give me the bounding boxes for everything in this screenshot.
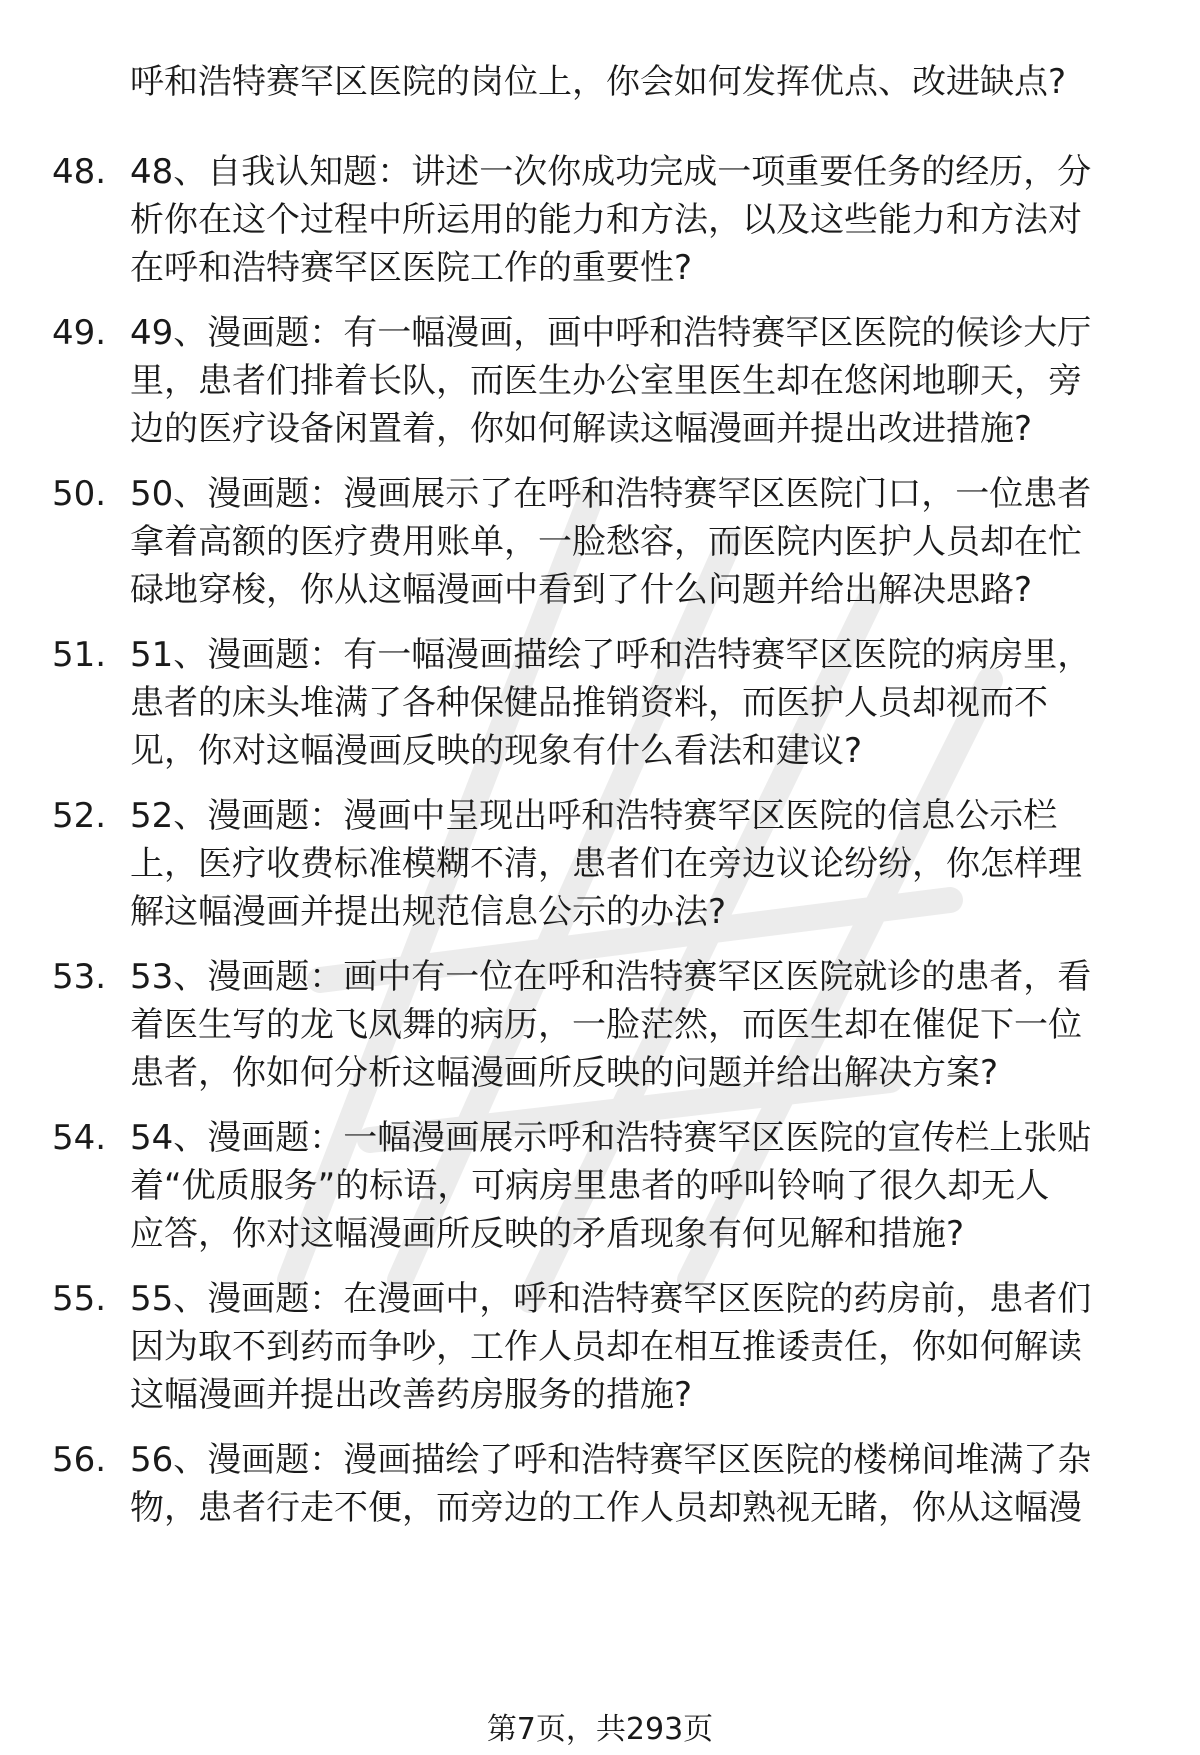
question-text (130, 792, 1140, 936)
question-text-line: 里，患者们排着长队，而医生办公室里医生却在悠闲地聊天，旁 (130, 361, 1082, 401)
question-number: 49. (52, 313, 107, 353)
question-text (130, 1436, 1140, 1532)
question-text-line: 51、漫画题：有一幅漫画描绘了呼和浩特赛罕区医院的病房里， (130, 635, 1092, 675)
question-number: 50. (52, 474, 107, 514)
question-text-line: 边的医疗设备闲置着，你如何解读这幅漫画并提出改进措施? (130, 409, 1033, 449)
question-text-line: 解这幅漫画并提出规范信息公示的办法? (130, 892, 727, 932)
question-text-line: 因为取不到药而争吵，工作人员却在相互推诿责任，你如何解读 (130, 1327, 1082, 1367)
question-text (130, 470, 1140, 614)
question-item (0, 792, 1200, 953)
question-item (0, 1114, 1200, 1275)
question-number: 52. (52, 796, 107, 836)
question-text-line: 物，患者行走不便，而旁边的工作人员却熟视无睹，你从这幅漫 (130, 1488, 1082, 1528)
question-text-line: 上，医疗收费标准模糊不清，患者们在旁边议论纷纷，你怎样理 (130, 844, 1082, 884)
question-item (0, 631, 1200, 792)
question-text (130, 1114, 1140, 1258)
question-text-line: 48、自我认知题：讲述一次你成功完成一项重要任务的经历，分 (130, 152, 1092, 192)
question-number: 51. (52, 635, 107, 675)
question-text (130, 953, 1140, 1097)
question-number: 56. (52, 1440, 107, 1480)
question-text-line: 在呼和浩特赛罕区医院工作的重要性? (130, 248, 693, 288)
question-item (0, 953, 1200, 1114)
question-text (130, 631, 1140, 775)
question-text-line: 碌地穿梭，你从这幅漫画中看到了什么问题并给出解决思路? (130, 570, 1033, 610)
question-number: 48. (52, 152, 107, 192)
question-text-line: 49、漫画题：有一幅漫画，画中呼和浩特赛罕区医院的候诊大厅 (130, 313, 1092, 353)
question-text-line: 患者，你如何分析这幅漫画所反映的问题并给出解决方案? (130, 1053, 999, 1093)
question-text-line: 54、漫画题：一幅漫画展示呼和浩特赛罕区医院的宣传栏上张贴 (130, 1118, 1092, 1158)
question-item (0, 1275, 1200, 1436)
question-text-line: 应答，你对这幅漫画所反映的矛盾现象有何见解和措施? (130, 1214, 965, 1254)
question-item (0, 148, 1200, 309)
question-text-line: 50、漫画题：漫画展示了在呼和浩特赛罕区医院门口，一位患者 (130, 474, 1092, 514)
question-text-line: 拿着高额的医疗费用账单，一脸愁容，而医院内医护人员却在忙 (130, 522, 1082, 562)
question-text-line: 这幅漫画并提出改善药房服务的措施? (130, 1375, 693, 1415)
question-text (130, 309, 1140, 453)
question-text-line: 析你在这个过程中所运用的能力和方法，以及这些能力和方法对 (130, 200, 1082, 240)
carry-over-line: 呼和浩特赛罕区医院的岗位上，你会如何发挥优点、改进缺点? (130, 62, 1067, 102)
question-number: 54. (52, 1118, 107, 1158)
question-number: 53. (52, 957, 107, 997)
question-item (0, 1436, 1200, 1597)
question-item (0, 309, 1200, 470)
question-text-line: 着医生写的龙飞凤舞的病历，一脸茫然，而医生却在催促下一位 (130, 1005, 1082, 1045)
question-item (0, 470, 1200, 631)
question-text (130, 1275, 1140, 1419)
question-text-line: 52、漫画题：漫画中呈现出呼和浩特赛罕区医院的信息公示栏 (130, 796, 1058, 836)
question-text-line: 55、漫画题：在漫画中，呼和浩特赛罕区医院的药房前，患者们 (130, 1279, 1092, 1319)
question-text-line: 着“优质服务”的标语，可病房里患者的呼叫铃响了很久却无人 (130, 1166, 1050, 1206)
question-text-line: 53、漫画题：画中有一位在呼和浩特赛罕区医院就诊的患者，看 (130, 957, 1092, 997)
question-list (0, 148, 1200, 1597)
question-text-line: 56、漫画题：漫画描绘了呼和浩特赛罕区医院的楼梯间堆满了杂 (130, 1440, 1092, 1480)
question-text-line: 患者的床头堆满了各种保健品推销资料，而医护人员却视而不 (130, 683, 1048, 723)
question-number: 55. (52, 1279, 107, 1319)
page-footer: 第7页，共293页 (486, 1712, 714, 1747)
question-text-line: 见，你对这幅漫画反映的现象有什么看法和建议? (130, 731, 863, 771)
question-text (130, 148, 1140, 292)
